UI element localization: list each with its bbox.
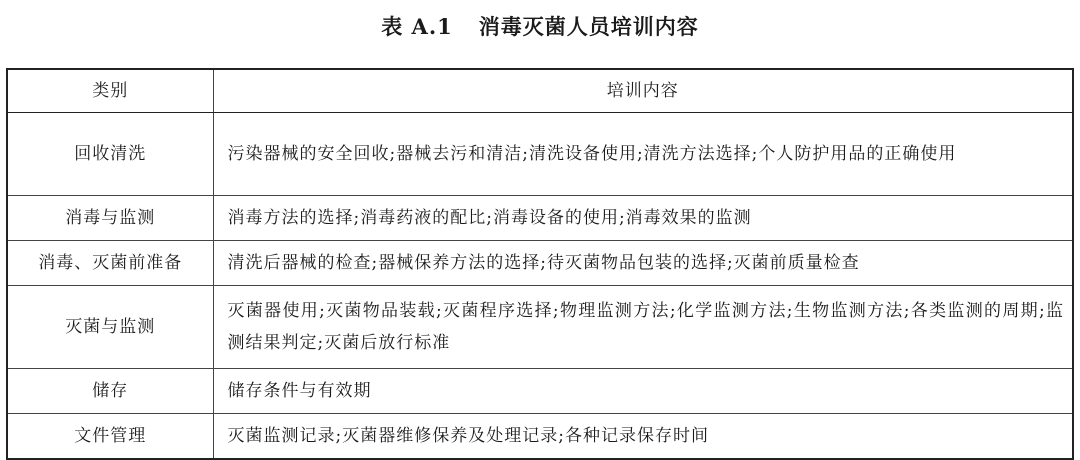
row-content: 污染器械的安全回收;器械去污和清洁;清洗设备使用;清洗方法选择;个人防护用品的正确使用	[213, 113, 1073, 196]
row-content: 储存条件与有效期	[213, 369, 1073, 414]
table-row	[7, 369, 1073, 414]
row-category: 储存	[7, 369, 213, 414]
row-content: 消毒方法的选择;消毒药液的配比;消毒设备的使用;消毒效果的监测	[213, 196, 1073, 241]
row-category: 消毒与监测	[7, 196, 213, 241]
row-category: 灭菌与监测	[7, 286, 213, 369]
row-category: 回收清洗	[7, 113, 213, 196]
row-content: 灭菌器使用;灭菌物品装载;灭菌程序选择;物理监测方法;化学监测方法;生物监测方法;各类监测的周期;监测结果判定;灭菌后放行标准	[213, 286, 1073, 369]
table-row	[7, 414, 1073, 460]
row-category: 文件管理	[7, 414, 213, 460]
table-row	[7, 286, 1073, 369]
table-row	[7, 241, 1073, 286]
table-header-row	[7, 69, 1073, 113]
row-category: 消毒、灭菌前准备	[7, 241, 213, 286]
table-row	[7, 113, 1073, 196]
header-content: 培训内容	[213, 69, 1073, 113]
row-content: 清洗后器械的检查;器械保养方法的选择;待灭菌物品包装的选择;灭菌前质量检查	[213, 241, 1073, 286]
row-content: 灭菌监测记录;灭菌器维修保养及处理记录;各种记录保存时间	[213, 414, 1073, 460]
table-caption	[0, 12, 1080, 42]
table-title: 消毒灭菌人员培训内容	[478, 14, 699, 39]
table-row	[7, 196, 1073, 241]
table-number: 表 A.1	[381, 14, 453, 39]
training-content-table	[6, 68, 1074, 460]
header-category: 类别	[7, 69, 213, 113]
